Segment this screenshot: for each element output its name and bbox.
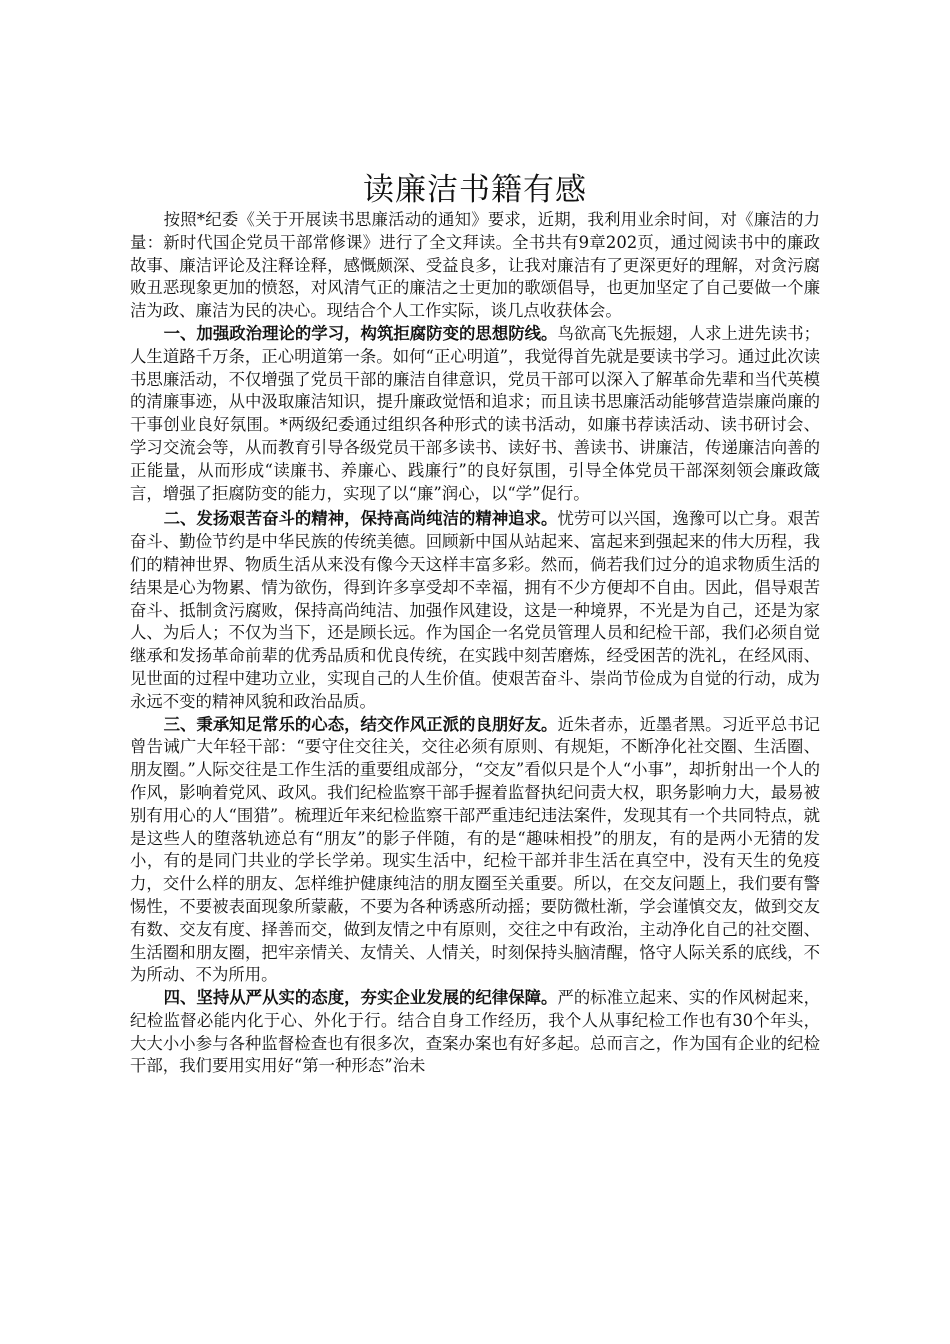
section-heading: 一、加强政治理论的学习，构筑拒腐防变的思想防线。 [163,323,558,343]
paragraph-section-1 [130,323,820,505]
document-body [130,209,820,1078]
paragraph-section-4 [130,987,820,1078]
document-title: 读廉洁书籍有感 [363,172,587,208]
paragraph-text: 忧劳可以兴国，逸豫可以亡身。艰苦奋斗、勤俭节约是中华民族的传统美德。回顾新中国从站起来、富起来到强起来的伟大历程，我们的精神世界、物质生活从来没有像今天这样丰富多彩。然而，倘若我们过分的追求物质生活的结果是心为物累、情为欲伤，得到许多享受却不幸福，拥有不少方便却不自由。因此，倡导艰苦奋斗、抵制贪污腐败，保持高尚纯洁、加强作风建设，这是一种境界，不光是为自己，还是为家人、为后人；不仅为当下，还是顾长远。作为国企一名党员管理人员和纪检干部，我们必须自觉继承和发扬革命前辈的优秀品质和优良传统，在实践中刻苦磨炼，经受困苦的洗礼，在经风雨、见世面的过程中建功立业，实现自己的人生价值。使艰苦奋斗、崇尚节俭成为自觉的行动，成为永远不变的精神风貌和政治品质。 [130,509,821,711]
paragraph-section-2 [130,508,820,713]
paragraph-text: 鸟欲高飞先振翅，人求上进先读书；人生道路千万条，正心明道第一条。如何“正心明道”，我觉得首先就是要读书学习。通过此次读书思廉活动，不仅增强了党员干部的廉洁自律意识，党员干部可以深入了解革命先辈和当代英模的清廉事迹，从中汲取廉洁知识，提升廉政觉悟和追求；而且读书思廉活动能够营造崇廉尚廉的干事创业良好氛围。*两级纪委通过组织各种形式的读书活动，如廉书荐读活动、读书研讨会、学习交流会等，从而教育引导各级党员干部多读书、读好书、善读书、讲廉洁，传递廉洁向善的正能量，从而形成“读廉书、养廉心、践廉行”的良好氛围，引导全体党员干部深刻领会廉政箴言，增强了拒腐防变的能力，实现了以“廉”润心，以“学”促行。 [130,323,821,503]
paragraph-text: 近朱者赤，近墨者黑。习近平总书记曾告诫广大年轻干部：“要守住交往关，交往必须有原则、有规矩，不断净化社交圈、生活圈、朋友圈。”人际交往是工作生活的重要组成部分，“交友”看似只是个人“小事”，却折射出一个人的作风，影响着党风、政风。我们纪检监察干部手握着监督执纪问责大权，职务影响力大，最易被别有用心的人“围猎”。梳理近年来纪检监察干部严重违纪违法案件，发现其有一个共同特点，就是这些人的堕落轨迹总有“朋友”的影子伴随，有的是“趣味相投”的朋友，有的是两小无猜的发小，有的是同门共业的学长学弟。现实生活中，纪检干部并非生活在真空中，没有天生的免疫力，交什么样的朋友、怎样维护健康纯洁的朋友圈至关重要。所以，在交友问题上，我们要有警惕性，不要被表面现象所蒙蔽，不要为各种诱惑所动摇；要防微杜渐，学会谨慎交友，做到交友有数、交友有度、择善而交，做到友情之中有原则，交往之中有政治，主动净化自己的社交圈、生活圈和朋友圈，把牢亲情关、友情关、人情关，时刻保持头脑清醒，恪守人际关系的底线，不为所动、不为所用。 [130,714,821,985]
paragraph-intro [130,209,820,323]
section-heading: 二、发扬艰苦奋斗的精神，保持高尚纯洁的精神追求。 [163,509,558,529]
paragraph-text: 严的标准立起来、实的作风树起来，纪检监督必能内化于心、外化于行。结合自身工作经历，我个人从事纪检工作也有30个年头，大大小小参与各种监督检查也有很多次，查案办案也有好多起。总而言之，作为国有企业的纪检干部，我们要用实用好“第一种形态”治未 [130,988,821,1076]
section-heading: 三、秉承知足常乐的心态，结交作风正派的良朋好友。 [163,714,558,734]
paragraph-section-3 [130,714,820,988]
section-heading: 四、坚持从严从实的态度，夯实企业发展的纪律保障。 [163,988,558,1008]
paragraph-text: 按照*纪委《关于开展读书思廉活动的通知》要求，近期，我利用业余时间，对《廉洁的力量：新时代国企党员干部常修课》进行了全文拜读。全书共有9章202页，通过阅读书中的廉政故事、廉洁评论及注释诠释，感慨颇深、受益良多，让我对廉洁有了更深更好的理解，对贪污腐败丑恶现象更加的愤怒，对风清气正的廉洁之士更加的歌颂倡导，也更加坚定了自己要做一个廉洁为政、廉洁为民的决心。现结合个人工作实际，谈几点收获体会。 [130,210,820,321]
